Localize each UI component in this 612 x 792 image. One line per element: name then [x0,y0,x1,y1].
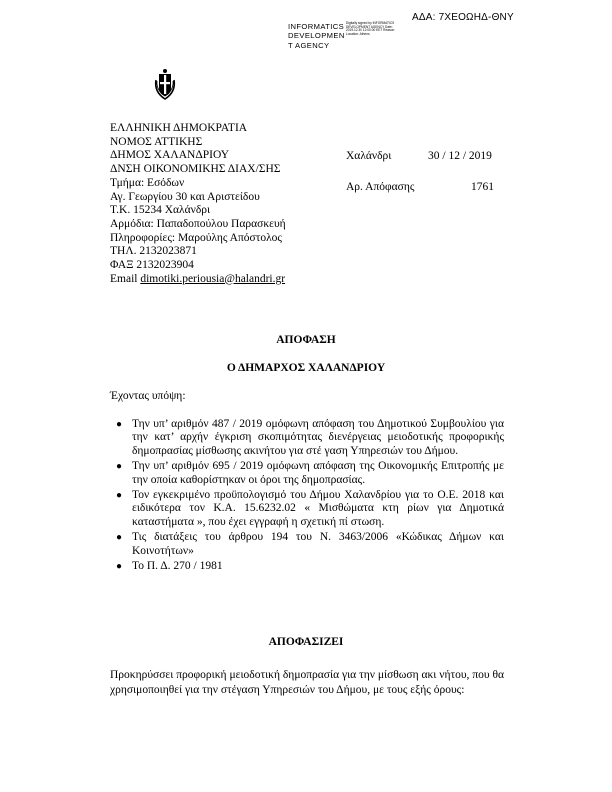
decision-body: Προκηρύσσει προφορική μειοδοτική δημοπρασία για την μίσθωση ακι νήτου, που θα χρησιμοποιηθεί για την στέγαση Υπηρεσιών του Δήμου, με τους εξής όρους: [110,669,504,697]
stamp-fine-print: Digitally signed by INFORMATICS DEVELOPMENT AGENCY Date: 2019.12.30 12:00:00 EET Reason: Location: Athens [346,21,396,36]
place-label: Χαλάνδρι [346,150,392,162]
header-line: ΕΛΛΗΝΙΚΗ ΔΗΜΟΚΡΑΤΙΑ [110,122,248,134]
list-item: ● Τις διατάξεις του άρθρου 194 του Ν. 3463/2006 «Κώδικας Δήμων και Κοινοτήτων» [116,531,504,557]
header-line: ΦΑΞ 2132023904 [110,259,194,272]
issuer-block [110,122,286,286]
header-line: ΝΟΜΟΣ ΑΤΤΙΚΗΣ [110,135,203,148]
list-item: ● Την υπ’ αριθμόν 695 / 2019 ομόφωνη απόφαση της Οικονομικής Επιτροπής με την οποία καθορίστηκαν οι όροι της δημοπρασίας. [116,460,504,486]
email-link[interactable]: dimotiki.periousia@halandri.gr [140,272,286,285]
bullet-icon: ● [116,561,123,573]
document-subtitle: Ο ΔΗΜΑΡΧΟΣ ΧΑΛΑΝΔΡΙΟΥ [226,362,386,374]
header-line: Τμήμα: Εσόδων [110,176,185,189]
decides-heading: ΑΠΟΦΑΣΙΖΕΙ [268,636,344,648]
decision-number-label: Αρ. Απόφασης [346,181,415,193]
header-line: Αρμόδια: Παπαδοπούλου Παρασκευή [110,217,286,230]
greek-coat-of-arms-icon [150,68,180,107]
bullet-icon: ● [116,532,123,544]
stamp-line: INFORMATICS [288,22,345,31]
email-label: Email [110,272,138,285]
digital-signature-stamp [288,22,345,50]
ada-code: ΑΔΑ: 7ΧΕΟΩΗΔ-ΘΝΥ [412,12,514,23]
bullet-icon: ● [116,419,123,430]
stamp-line: DEVELOPMEN [288,31,345,41]
decision-date: 30 / 12 / 2019 [428,150,492,162]
list-item: ● Την υπ’ αριθμόν 487 / 2019 ομόφωνη απόφαση του Δημοτικού Συμβουλίου για την κατ’ αρχήν έγκριση σκοπιμότητας διενέργειας μειοδοτικής προφορικής δημοπρασίας μίσθωσης ακινήτου για στέ γαση Υπηρεσιών του Δήμου. [116,418,504,457]
list-item: ● Το Π. Δ. 270 / 1981 [116,560,223,573]
header-line: Πληροφορίες: Μαρούλης Απόστολος [110,231,282,244]
considerations-list [110,418,504,575]
header-line: Αγ. Γεωργίου 30 και Αριστείδου [110,190,260,203]
bullet-icon: ● [116,461,123,473]
decision-number: 1761 [471,181,494,193]
document-title: ΑΠΟΦΑΣΗ [276,334,336,346]
header-line: ΤΗΛ. 2132023871 [110,245,197,258]
list-item: ● Τον εγκεκριμένο προϋπολογισμό του Δήμου Χαλανδρίου για το Ο.Ε. 2018 και ειδικότερα τον Κ.Α. 15.6232.02 « Μισθώματα κτη ρίων για Δημοτικά καταστήματα », που έχει εγγραφή η σχετική πί στωση. [116,489,504,528]
intro-text: Έχοντας υπόψη: [110,390,186,402]
header-line: ΔΝΣΗ ΟΙΚΟΝΟΜΙΚΗΣ ΔΙΑΧ/ΣΗΣ [110,163,281,176]
bullet-icon: ● [116,490,123,502]
email-line [110,273,286,287]
header-line: ΔΗΜΟΣ ΧΑΛΑΝΔΡΙΟΥ [110,149,230,162]
stamp-line: T AGENCY [288,40,330,50]
header-line: Τ.Κ. 15234 Χαλάνδρι [110,204,211,217]
